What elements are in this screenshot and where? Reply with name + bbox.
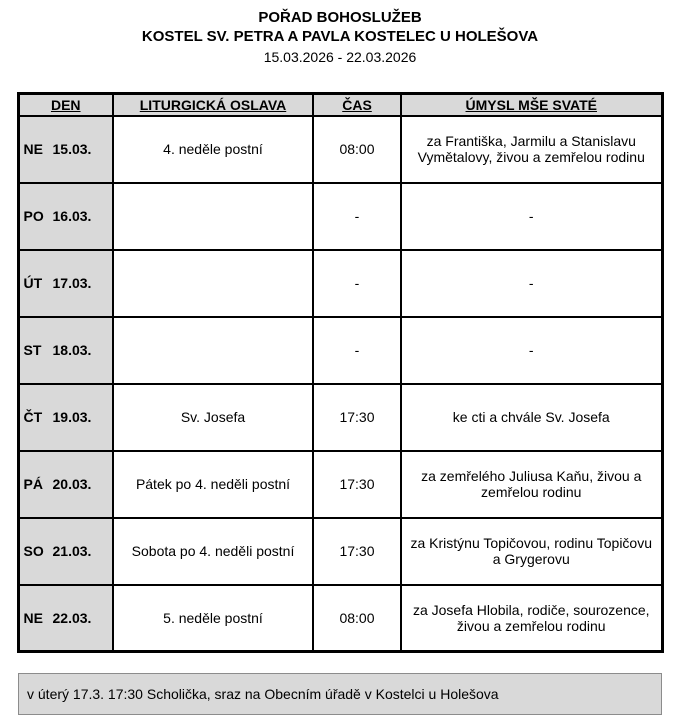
time-cell: 08:00	[313, 116, 401, 183]
intention-cell: za Josefa Hlobila, rodiče, sourozence, živou a zemřelou rodinu	[401, 585, 662, 652]
time-cell: -	[313, 317, 401, 384]
table-row	[18, 317, 662, 384]
table-row	[18, 451, 662, 518]
document-title: POŘAD BOHOSLUŽEB	[258, 9, 422, 26]
time-cell: 17:30	[313, 451, 401, 518]
day-cell	[18, 384, 113, 451]
col-header-cas: ČAS	[313, 94, 401, 116]
church-name: KOSTEL SV. PETRA A PAVLA KOSTELEC U HOLEŠOVA	[141, 28, 539, 45]
header-row	[18, 94, 662, 116]
celebration-cell	[113, 317, 313, 384]
celebration-cell: 4. neděle postní	[113, 116, 313, 183]
day-abbr: ČT	[23, 409, 43, 425]
table-row	[18, 585, 662, 652]
celebration-cell: Pátek po 4. neděli postní	[113, 451, 313, 518]
day-date: 22.03.	[52, 609, 92, 626]
document-header	[0, 8, 680, 66]
day-cell	[18, 116, 113, 183]
day-cell	[18, 250, 113, 317]
celebration-cell: Sv. Josefa	[113, 384, 313, 451]
day-date: 19.03.	[52, 409, 92, 425]
time-cell: -	[313, 183, 401, 250]
time-cell: 08:00	[313, 585, 401, 652]
intention-cell: za Kristýnu Topičovou, rodinu Topičovu a Grygerovu	[401, 518, 662, 585]
celebration-cell: Sobota po 4. neděli postní	[113, 518, 313, 585]
day-abbr: ST	[23, 342, 42, 358]
table-row	[18, 116, 662, 183]
time-cell: 17:30	[313, 518, 401, 585]
table-row	[18, 183, 662, 250]
day-cell	[18, 451, 113, 518]
day-abbr: PO	[23, 208, 44, 224]
day-abbr: NE	[23, 141, 43, 157]
day-abbr: PÁ	[23, 476, 43, 492]
table-row	[18, 250, 662, 317]
col-header-liturgicka-oslava: LITURGICKÁ OSLAVA	[113, 94, 313, 116]
day-date: 21.03.	[52, 543, 92, 559]
table-row	[18, 384, 662, 451]
time-cell: -	[313, 250, 401, 317]
day-date: 16.03.	[52, 208, 92, 224]
celebration-cell	[113, 250, 313, 317]
intention-cell: za Františka, Jarmilu a Stanislavu Vymětalovy, živou a zemřelou rodinu	[401, 116, 662, 183]
day-abbr: NE	[23, 609, 43, 626]
col-header-den: DEN	[18, 94, 113, 116]
day-cell	[18, 183, 113, 250]
footer-note: v úterý 17.3. 17:30 Scholička, sraz na Obecním úřadě v Kostelci u Holešova	[18, 673, 662, 715]
intention-cell: -	[401, 183, 662, 250]
intention-cell: -	[401, 317, 662, 384]
intention-cell: -	[401, 250, 662, 317]
day-date: 18.03.	[52, 342, 92, 358]
time-cell: 17:30	[313, 384, 401, 451]
table-row	[18, 518, 662, 585]
col-header-umysl: ÚMYSL MŠE SVATÉ	[401, 94, 662, 116]
day-cell	[18, 317, 113, 384]
day-abbr: SO	[23, 543, 44, 559]
date-range: 15.03.2026 - 22.03.2026	[263, 49, 417, 65]
intention-cell: ke cti a chvále Sv. Josefa	[401, 384, 662, 451]
day-date: 20.03.	[52, 476, 92, 492]
schedule-table	[17, 92, 664, 653]
celebration-cell	[113, 183, 313, 250]
day-date: 17.03.	[52, 275, 92, 291]
day-date: 15.03.	[52, 141, 92, 157]
celebration-cell: 5. neděle postní	[113, 585, 313, 652]
day-cell	[18, 585, 113, 652]
intention-cell: za zemřelého Juliusa Kaňu, živou a zemřelou rodinu	[401, 451, 662, 518]
day-abbr: ÚT	[23, 275, 43, 291]
day-cell	[18, 518, 113, 585]
